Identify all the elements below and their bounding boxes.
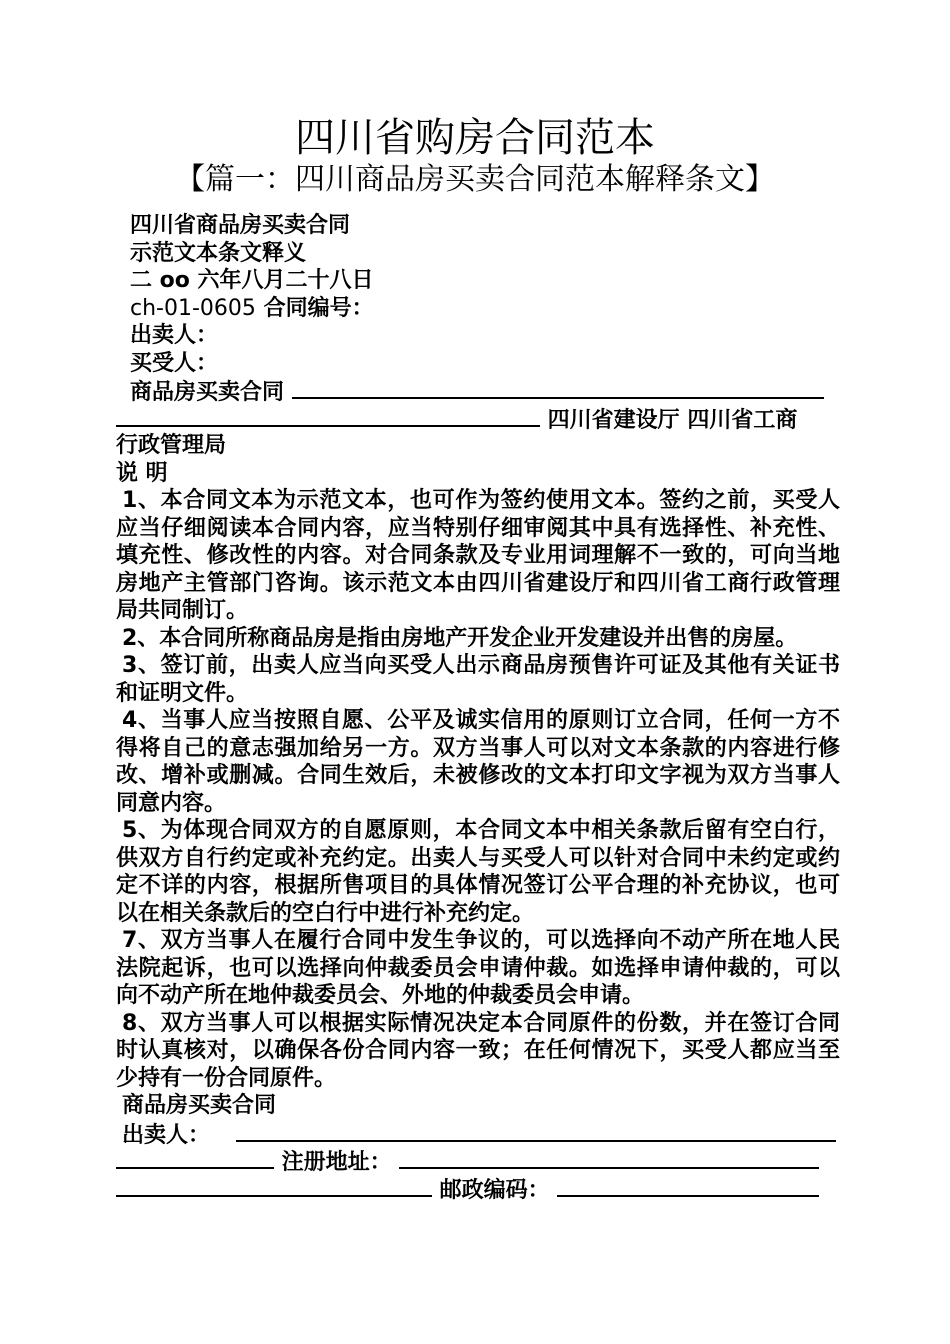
note-item: 5、为体现合同双方的自愿原则，本合同文本中相关条款后留有空白行，供双方自行约定或补充约定。出卖人与买受人可以针对合同中未约定或约定不详的内容，根据所售项目的具体情况签订公平合理的补充协议，也可以在相关条款后的空白行中进行补充约定。: [116, 818, 840, 926]
postcode-blank: [557, 1175, 819, 1197]
note-item: 3、签订前，出卖人应当向买受人出示商品房预售许可证及其他有关证书和证明文件。: [116, 653, 840, 706]
contract-title: 商品房买卖合同: [130, 380, 285, 405]
blank-underline: [292, 377, 824, 399]
issuer-continued-line: 行政管理局: [116, 433, 227, 458]
form-title: 商品房买卖合同: [122, 1093, 277, 1118]
issuer-text: 四川省建设厅 四川省工商: [547, 407, 798, 433]
blank-underline: [116, 1147, 274, 1169]
notes-heading: 说 明: [116, 460, 168, 486]
buyer-line: 买受人：: [130, 350, 219, 376]
form-seller-label: 出卖人：: [122, 1122, 211, 1148]
note-item: 2、本合同所称商品房是指由房地产开发企业开发建设并出售的房屋。: [122, 625, 798, 651]
seller-line: 出卖人：: [130, 323, 219, 348]
blank-underline: [116, 405, 540, 427]
contract-title-line: [116, 377, 840, 405]
note-item: 7、双方当事人在履行合同中发生争议的，可以选择向不动产所在地人民法院起诉，也可以选择向仲裁委员会申请仲裁。如选择申请仲裁的，可以向不动产所在地仲裁委员会、外地的仲裁委员会申请。: [116, 928, 840, 1008]
blank-underline: [116, 1175, 432, 1197]
contract-number-label: 合同编号：: [263, 295, 374, 321]
form-postcode-line: [116, 1175, 840, 1203]
contract-number-line: [116, 295, 840, 323]
seller-blank: [236, 1120, 836, 1142]
note-item: 1、本合同文本为示范文本，也可作为签约使用文本。签约之前，买受人应当仔细阅读本合同内容，应当特别仔细审阅其中具有选择性、补充性、填充性、修改性的内容。对合同条款及专业用词理解不一致的，可向当地房地产主管部门咨询。该示范文本由四川省建设厅和四川省工商行政管理局共同制订。: [116, 488, 840, 623]
contract-name-line: 四川省商品房买卖合同: [130, 213, 351, 238]
interpretation-line: 示范文本条文释义: [130, 240, 307, 266]
form-address-line: [116, 1147, 840, 1175]
document-body: [116, 212, 840, 1202]
note-item: 8、双方当事人可以根据实际情况决定本合同原件的份数，并在签订合同时认真核对，以确保各份合同内容一致；在任何情况下，买受人都应当至少持有一份合同原件。: [116, 1010, 840, 1091]
address-label: 注册地址：: [281, 1150, 392, 1175]
document-subtitle: 【篇一：四川商品房买卖合同范本解释条文】: [175, 162, 775, 197]
address-blank: [399, 1147, 819, 1169]
form-seller-line: [116, 1120, 840, 1148]
note-item: 4、当事人应当按照自愿、公平及诚实信用的原则订立合同，任何一方不得将自己的意志强加给另一方。双方当事人可以对文本条款的内容进行修改、增补或删减。合同生效后，未被修改的文本打印文字视为双方当事人同意内容。: [116, 708, 840, 816]
issuer-line: [116, 405, 840, 433]
date-line: 二 oo 六年八月二十八日: [130, 268, 374, 293]
document-title: 四川省购房合同范本: [295, 115, 655, 161]
postcode-label: 邮政编码：: [439, 1177, 550, 1203]
contract-code: ch-01-0605: [130, 295, 256, 321]
